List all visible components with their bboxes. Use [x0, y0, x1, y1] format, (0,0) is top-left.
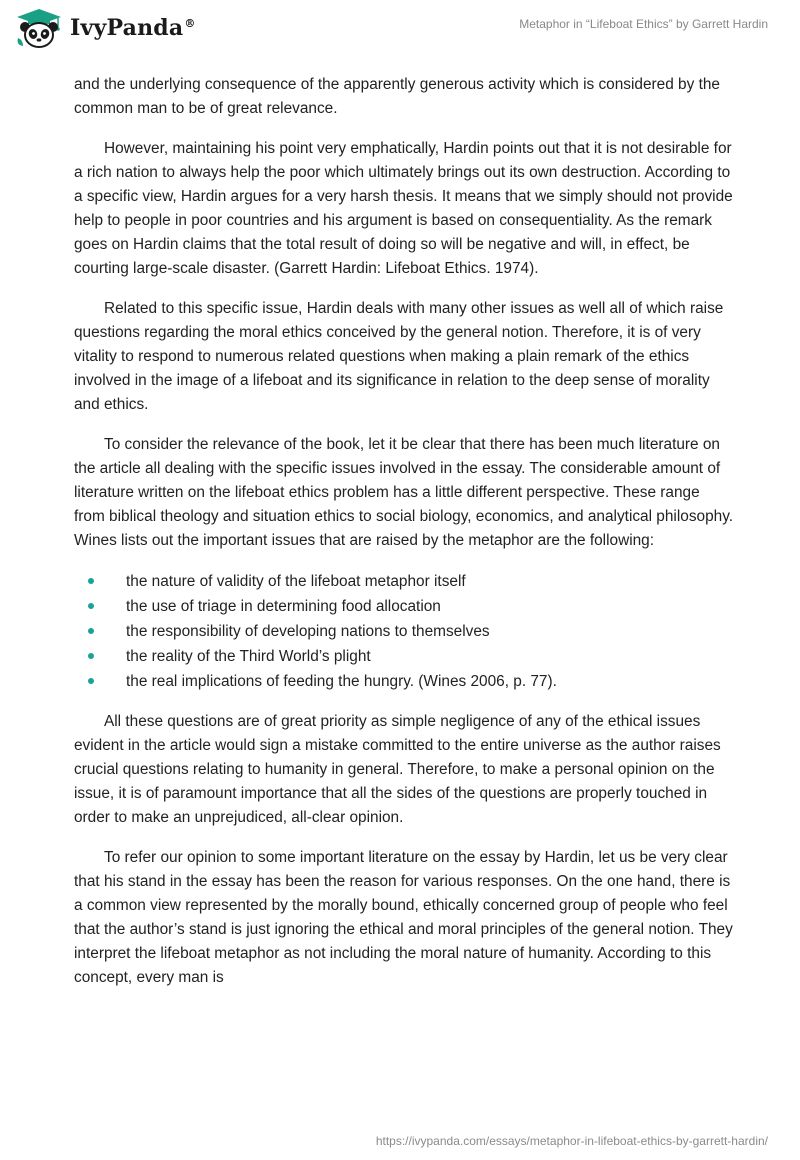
list-item-text: the reality of the Third World’s plight	[126, 648, 371, 665]
list-item-text: the real implications of feeding the hungry. (Wines 2006, p. 77).	[126, 673, 557, 690]
list-item	[74, 569, 734, 594]
bullet-dot-icon	[88, 603, 94, 609]
paragraph: and the underlying consequence of the apparently generous activity which is considered by the common man to be of great relevance.	[74, 76, 720, 117]
bullet-dot-icon	[88, 678, 94, 684]
paragraph: To consider the relevance of the book, let it be clear that there has been much literature on the article all dealing with the specific issues involved in the essay. The considerable amount of literature written on the lifeboat ethics problem has a little different perspective. These range from biblical theology and situation ethics to social biology, economics, and analytical philosophy. Wines lists out the important issues that are raised by the metaphor are the following:	[74, 436, 734, 549]
list-item	[74, 669, 734, 694]
paragraph: However, maintaining his point very emphatically, Hardin points out that it is not desirable for a rich nation to always help the poor which ultimately brings out its own destruction. According to a specific view, Hardin argues for a very harsh thesis. It means that we simply should not provide help to people in poor countries and his argument is based on consequentiality. As the remark goes on Hardin claims that the total result of doing so will be negative and will, in effect, be courting large-scale disaster. (Garrett Hardin: Lifeboat Ethics. 1974).	[74, 140, 733, 277]
document-title: Metaphor in “Lifeboat Ethics” by Garrett Hardin	[519, 17, 768, 31]
paragraph: All these questions are of great priority as simple negligence of any of the ethical issues evident in the article would sign a mistake committed to the entire universe as the author raises crucial questions relating to humanity in general. Therefore, to make a personal opinion on the issue, it is of paramount importance that all the sides of the questions are properly touched in order to make an unprejudiced, all-clear opinion.	[74, 713, 721, 826]
essay-body	[74, 73, 734, 1006]
ivypanda-logo[interactable]	[14, 8, 196, 48]
list-item-text: the nature of validity of the lifeboat metaphor itself	[126, 573, 466, 590]
paragraph: Related to this specific issue, Hardin deals with many other issues as well all of which raise questions regarding the moral ethics conceived by the general notion. Therefore, it is of very vitality to respond to numerous related questions when making a plain remark of the ethics involved in the image of a lifeboat and its significance in relation to the deep sense of morality and ethics.	[74, 300, 724, 413]
registered-mark: ®	[184, 16, 196, 30]
source-url-link[interactable]: https://ivypanda.com/essays/metaphor-in-lifeboat-ethics-by-garrett-hardin/	[375, 1134, 768, 1148]
list-item	[74, 619, 734, 644]
issues-list	[74, 569, 734, 694]
brand-name: IvyPanda®	[70, 15, 196, 41]
bullet-dot-icon	[88, 628, 94, 634]
bullet-dot-icon	[88, 578, 94, 584]
paragraph: To refer our opinion to some important literature on the essay by Hardin, let us be very clear that his stand in the essay has been the reason for various responses. On the one hand, there is a common view represented by the morally bound, ethically concerned group of people who feel that the author’s stand is just ignoring the ethical and moral principles of the general notion. They interpret the lifeboat metaphor as not including the moral nature of humanity. According to this concept, every man is	[74, 849, 733, 986]
list-item-text: the use of triage in determining food allocation	[126, 598, 441, 615]
list-item	[74, 594, 734, 619]
bullet-dot-icon	[88, 653, 94, 659]
page-header	[0, 0, 800, 64]
list-item	[74, 644, 734, 669]
panda-graduate-icon	[14, 8, 64, 48]
list-item-text: the responsibility of developing nations to themselves	[126, 623, 490, 640]
